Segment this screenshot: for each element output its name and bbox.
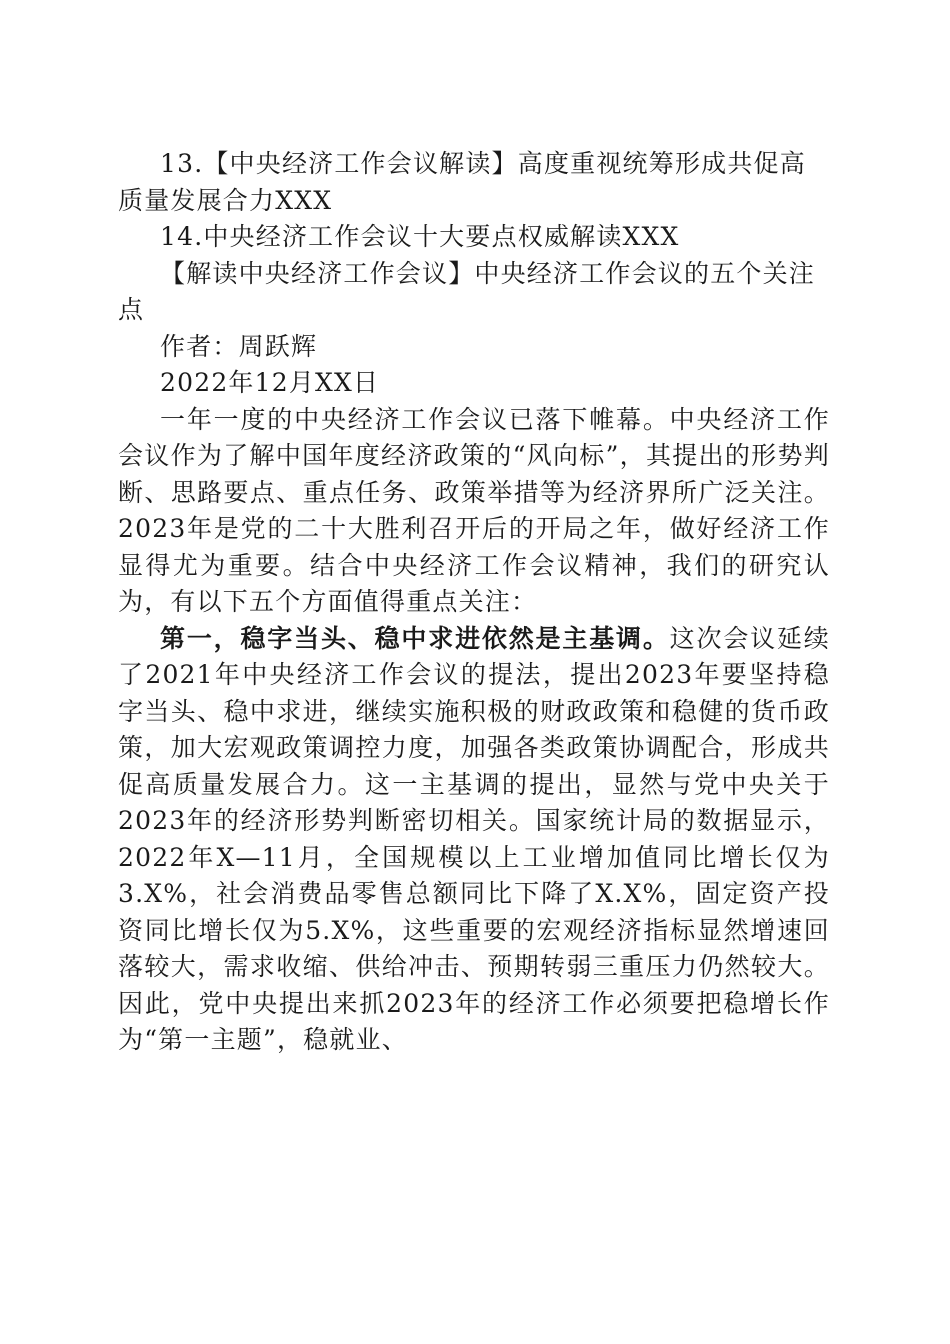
document-body [118,146,830,1059]
date-line: 2022年12月XX日 [160,368,380,397]
article-title: 【解读中央经济工作会议】中央经济工作会议的五个关注点 [118,258,816,324]
first-point-body: 这次会议延续了2021年中央经济工作会议的提法，提出2023年要坚持稳字当头、稳中求进，继续实施积极的财政政策和稳健的货币政策，加大宏观政策调控力度，加强各类政策协调配合，形成共促高质量发展合力。这一主基调的提出，显然与党中央关于2023年的经济形势判断密切相关。国家统计局的数据显示，2022年X—11月，全国规模以上工业增加值同比增长仅为3.X%，社会消费品零售总额同比下降了X.X%，固定资产投资同比增长仅为5.X%，这些重要的宏观经济指标显然增速回落较大，需求收缩、供给冲击、预期转弱三重压力仍然较大。因此，党中央提出来抓2023年的经济工作必须要把稳增长作为“第一主题”，稳就业、 [118,623,830,1054]
first-point-paragraph [118,621,830,1059]
author-line: 作者：周跃辉 [160,331,318,361]
list-item-13: 13.【中央经济工作会议解读】高度重视统筹形成共促高质量发展合力XXX [118,149,806,215]
intro-paragraph: 一年一度的中央经济工作会议已落下帷幕。中央经济工作会议作为了解中国年度经济政策的“风向标”，其提出的形势判断、思路要点、重点任务、政策举措等为经济界所广泛关注。2023年是党的二十大胜利召开后的开局之年，做好经济工作显得尤为重要。结合中央经济工作会议精神，我们的研究认为，有以下五个方面值得重点关注： [118,404,830,616]
list-item-14: 14.中央经济工作会议十大要点权威解读XXX [160,222,680,251]
first-point-heading: 第一，稳字当头、稳中求进依然是主基调。 [160,623,670,653]
